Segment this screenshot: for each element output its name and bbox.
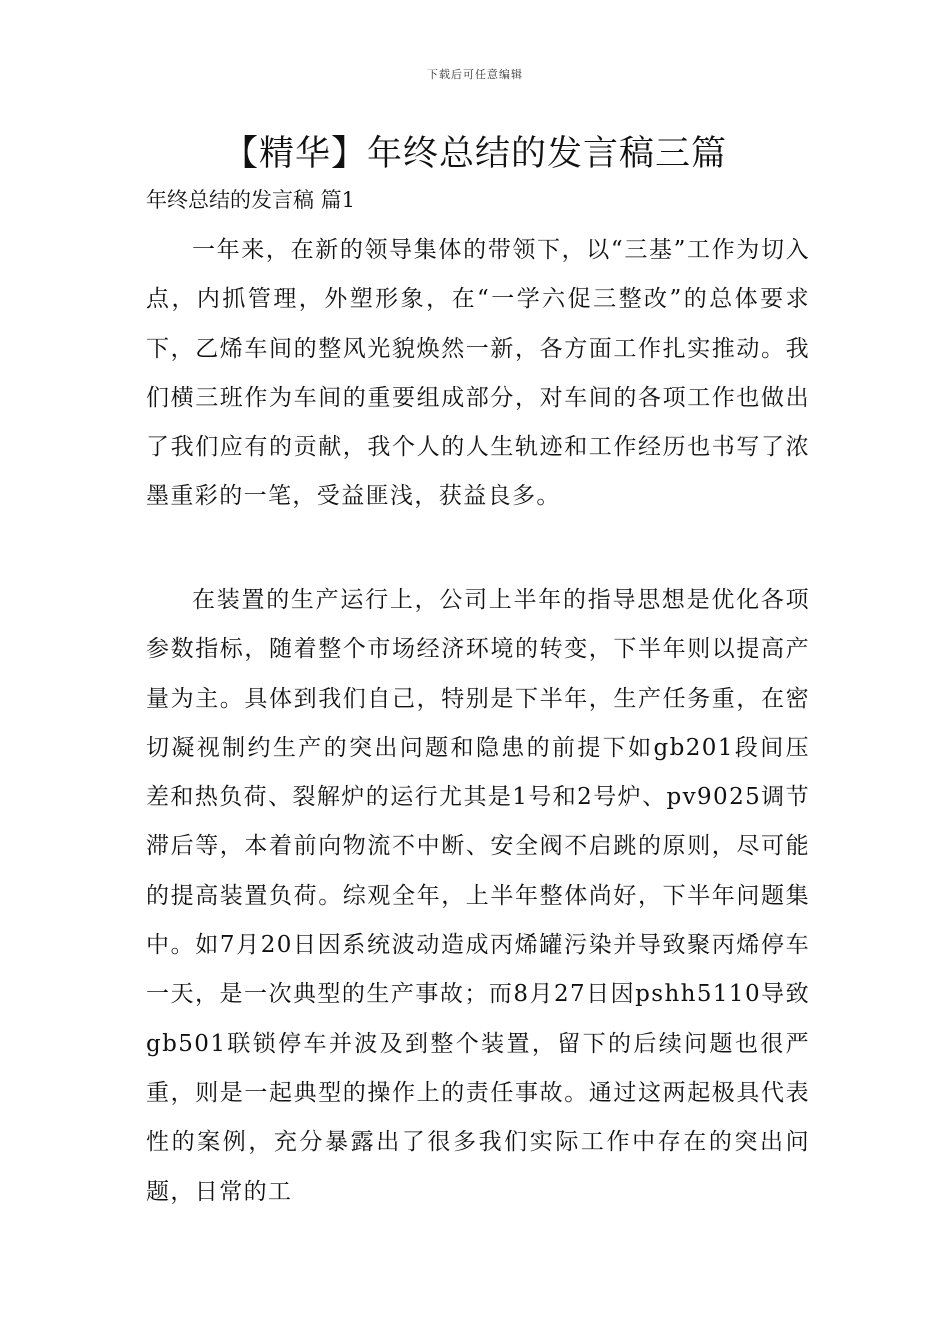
paragraph-1: 一年来，在新的领导集体的带领下，以“三基”工作为切入点，内抓管理，外塑形象，在“一学六促三整改”的总体要求下，乙烯车间的整风光貌焕然一新，各方面工作扎实推动。我们横三班作为车间的重要组成部分，对车间的各项工作也做出了我们应有的贡献，我个人的人生轨迹和工作经历也书写了浓墨重彩的一笔，受益匪浅，获益良多。: [146, 237, 810, 510]
section-heading: 年终总结的发言稿 篇1: [146, 188, 356, 212]
header-note: 下载后可任意编辑: [427, 68, 523, 81]
paragraph-2: 在装置的生产运行上，公司上半年的指导思想是优化各项参数指标，随着整个市场经济环境的转变，下半年则以提高产量为主。具体到我们自己，特别是下半年，生产任务重，在密切凝视制约生产的突出问题和隐患的前提下如gb201段间压差和热负荷、裂解炉的运行尤其是1号和2号炉、pv9025调节滞后等，本着前向物流不中断、安全阀不启跳的原则，尽可能的提高装置负荷。综观全年，上半年整体尚好，下半年问题集中。如7月20日因系统波动造成丙烯罐污染并导致聚丙烯停车一天，是一次典型的生产事故；而8月27日因pshh5110导致gb501联锁停车并波及到整个装置，留下的后续问题也很严重，则是一起典型的操作上的责任事故。通过这两起极具代表性的案例，充分暴露出了很多我们实际工作中存在的突出问题，日常的工: [146, 587, 810, 1205]
document-title: 【精华】年终总结的发言稿三篇: [222, 134, 727, 174]
